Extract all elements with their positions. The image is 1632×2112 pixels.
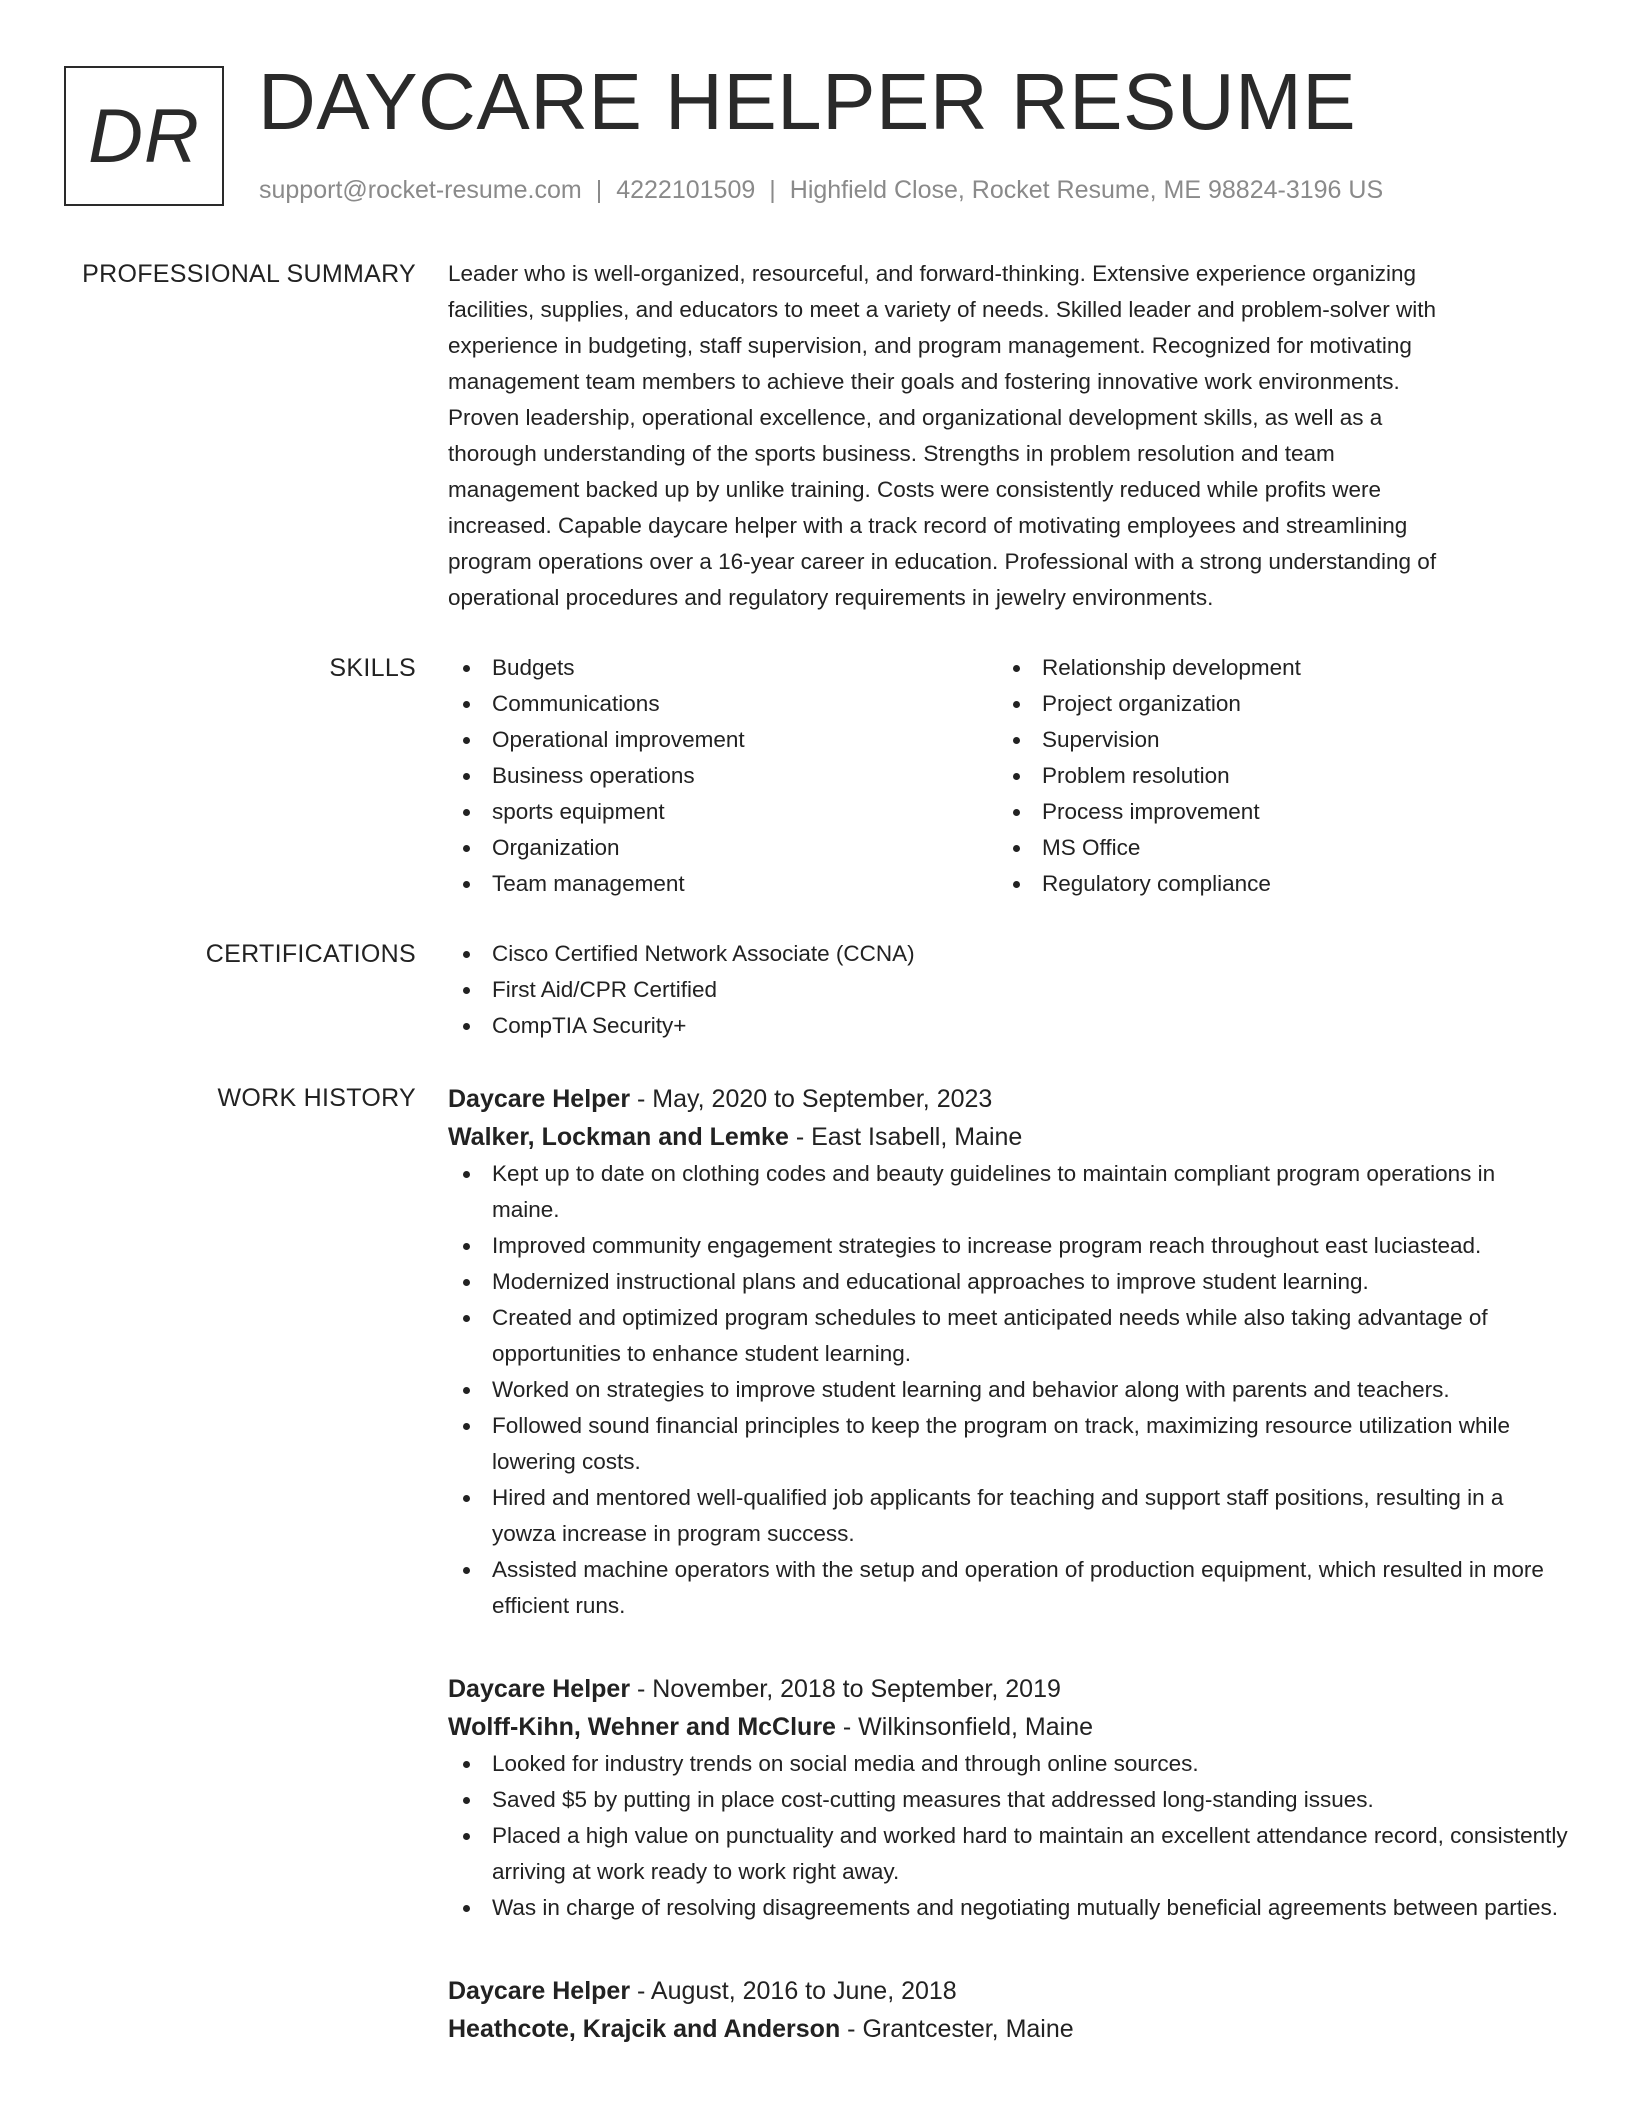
job-company: Walker, Lockman and Lemke (448, 1123, 789, 1151)
skill-item-text: Supervision (1042, 727, 1160, 752)
contact-email[interactable]: support@rocket-resume.com (259, 176, 582, 204)
job-duty (448, 1300, 1568, 1372)
bullet-dot-icon (463, 1905, 470, 1912)
job-duties-list (448, 1746, 1568, 1926)
job-duty-text: Created and optimized program schedules to meet anticipated needs while also taking advantage of opportunities to enhance student learning. (492, 1305, 1488, 1366)
contact-separator: | (595, 176, 603, 204)
skill-item (998, 794, 1548, 830)
job-dates: - May, 2020 to September, 2023 (630, 1085, 993, 1113)
summary-line: facilities, supplies, and educators to meet a variety of needs. Skilled leader and problem-solver with (448, 297, 1437, 322)
bullet-dot-icon (1013, 845, 1020, 852)
bullet-dot-icon (463, 881, 470, 888)
job-duty-text: Was in charge of resolving disagreements and negotiating mutually beneficial agreements between parties. (492, 1895, 1559, 1920)
bullet-dot-icon (463, 845, 470, 852)
skill-item-text: Project organization (1042, 691, 1241, 716)
contact-address: Highfield Close, Rocket Resume, ME 98824-3196 US (789, 176, 1384, 204)
job-dates: - August, 2016 to June, 2018 (630, 1977, 957, 2005)
bullet-dot-icon (463, 1567, 470, 1574)
summary-line: increased. Capable daycare helper with a track record of motivating employees and streamlining (448, 513, 1408, 538)
job-duty-text: Assisted machine operators with the setup and operation of production equipment, which resulted in more efficient runs. (492, 1557, 1544, 1618)
job-duty (448, 1264, 1568, 1300)
skill-item (998, 758, 1548, 794)
skill-item (998, 650, 1548, 686)
job-duty-text: Looked for industry trends on social media and through online sources. (492, 1751, 1199, 1776)
summary-text (448, 256, 1568, 616)
job-duties-list (448, 1156, 1568, 1624)
skill-item-text: Team management (492, 871, 685, 896)
job-duty-text: Modernized instructional plans and educational approaches to improve student learning. (492, 1269, 1369, 1294)
skill-item (448, 686, 998, 722)
skill-item (448, 722, 998, 758)
job-title-line (448, 1080, 1568, 1118)
bullet-dot-icon (463, 809, 470, 816)
monogram-badge (64, 66, 224, 206)
summary-line: Proven leadership, operational excellence, and organizational development skills, as well as a (448, 405, 1383, 430)
skill-item (448, 794, 998, 830)
job-company: Heathcote, Krajcik and Anderson (448, 2015, 841, 2043)
bullet-dot-icon (1013, 701, 1020, 708)
summary-line: program operations over a 16-year career in education. Professional with a strong understanding of (448, 549, 1437, 574)
certification-item (448, 972, 1568, 1008)
bullet-dot-icon (1013, 881, 1020, 888)
job-duty-text: Hired and mentored well-qualified job applicants for teaching and support staff positions, resulting in a yowza increase in program success. (492, 1485, 1504, 1546)
bullet-dot-icon (463, 951, 470, 958)
summary-line: experience in budgeting, staff supervision, and program management. Recognized for motivating (448, 333, 1412, 358)
job-duty-text: Followed sound financial principles to keep the program on track, maximizing resource utilization while lowering costs. (492, 1413, 1510, 1474)
job-duty (448, 1480, 1568, 1552)
job-duty-text: Worked on strategies to improve student learning and behavior along with parents and teachers. (492, 1377, 1450, 1402)
certification-item-text: CompTIA Security+ (492, 1013, 687, 1038)
skill-item (448, 758, 998, 794)
contact-phone[interactable]: 4222101509 (616, 176, 756, 204)
bullet-dot-icon (463, 1495, 470, 1502)
certifications-body (448, 936, 1568, 1044)
bullet-dot-icon (463, 665, 470, 672)
bullet-dot-icon (463, 1243, 470, 1250)
certifications-list (448, 936, 1568, 1044)
section-heading-certifications: CERTIFICATIONS (205, 940, 416, 968)
job-duty-text: Placed a high value on punctuality and worked hard to maintain an excellent attendance record, consistently arriving at work ready to work right away. (492, 1823, 1568, 1884)
job-duty-text: Saved $5 by putting in place cost-cutting measures that addressed long-standing issues. (492, 1787, 1374, 1812)
certification-item (448, 936, 1568, 972)
skill-item-text: sports equipment (492, 799, 665, 824)
job-duty (448, 1818, 1568, 1890)
skill-item-text: Regulatory compliance (1042, 871, 1271, 896)
skill-item (998, 722, 1548, 758)
job-title-line (448, 1670, 1568, 1708)
certification-item-text: Cisco Certified Network Associate (CCNA) (492, 941, 915, 966)
skill-item (998, 866, 1548, 902)
job-location: - East Isabell, Maine (788, 1123, 1023, 1151)
job-duty (448, 1372, 1568, 1408)
job-duty (448, 1746, 1568, 1782)
skill-item-text: Budgets (492, 655, 575, 680)
summary-body (448, 256, 1568, 616)
skill-item-text: Organization (492, 835, 620, 860)
bullet-dot-icon (463, 1833, 470, 1840)
contact-line (259, 172, 1383, 208)
job-company: Wolff-Kihn, Wehner and McClure (448, 1713, 836, 1741)
bullet-dot-icon (463, 1279, 470, 1286)
summary-line: management team members to achieve their goals and fostering innovative work environments. (448, 369, 1400, 394)
section-heading-skills: SKILLS (329, 654, 416, 682)
skills-body (448, 650, 1568, 902)
bullet-dot-icon (463, 1797, 470, 1804)
skill-item-text: Communications (492, 691, 660, 716)
section-heading-summary: PROFESSIONAL SUMMARY (82, 260, 416, 288)
bullet-dot-icon (463, 701, 470, 708)
bullet-dot-icon (463, 1423, 470, 1430)
skills-grid (448, 650, 1568, 902)
monogram-initials: DR (88, 93, 200, 179)
skill-item-text: MS Office (1042, 835, 1141, 860)
bullet-dot-icon (463, 1023, 470, 1030)
job-entry (448, 1670, 1568, 1926)
job-location: - Wilkinsonfield, Maine (835, 1713, 1093, 1741)
bullet-dot-icon (463, 1387, 470, 1394)
skill-item (448, 866, 998, 902)
summary-line: Leader who is well-organized, resourceful, and forward-thinking. Extensive experience organizing (448, 261, 1417, 286)
job-entry (448, 1972, 1568, 2048)
job-duty (448, 1552, 1568, 1624)
bullet-dot-icon (1013, 773, 1020, 780)
certification-item (448, 1008, 1568, 1044)
summary-line: thorough understanding of the sports business. Strengths in problem resolution and team (448, 441, 1335, 466)
skill-item (448, 830, 998, 866)
skill-item-text: Process improvement (1042, 799, 1260, 824)
skill-item (998, 686, 1548, 722)
job-duty (448, 1408, 1568, 1480)
summary-line: operational procedures and regulatory requirements in jewelry environments. (448, 585, 1214, 610)
bullet-dot-icon (1013, 737, 1020, 744)
section-heading-work-history: WORK HISTORY (217, 1084, 416, 1112)
skills-list-left (448, 650, 998, 902)
job-location: - Grantcester, Maine (840, 2015, 1074, 2043)
job-company-line (448, 1708, 1568, 1746)
resume-title: DAYCARE HELPER RESUME (258, 57, 1357, 146)
job-title: Daycare Helper (448, 1675, 631, 1703)
bullet-dot-icon (463, 1315, 470, 1322)
job-title: Daycare Helper (448, 1977, 631, 2005)
job-duty-text: Improved community engagement strategies to increase program reach throughout east luciastead. (492, 1233, 1482, 1258)
bullet-dot-icon (1013, 665, 1020, 672)
job-duty (448, 1890, 1568, 1926)
job-company-line (448, 2010, 1568, 2048)
job-duty (448, 1782, 1568, 1818)
job-entry (448, 1080, 1568, 1624)
bullet-dot-icon (463, 987, 470, 994)
skill-item (448, 650, 998, 686)
contact-separator: | (769, 176, 776, 204)
job-duty (448, 1228, 1568, 1264)
skill-item-text: Business operations (492, 763, 695, 788)
skill-item (998, 830, 1548, 866)
work-history-body (448, 1080, 1568, 2048)
skill-item-text: Relationship development (1042, 655, 1301, 680)
skill-item-text: Operational improvement (492, 727, 745, 752)
bullet-dot-icon (463, 773, 470, 780)
bullet-dot-icon (463, 1761, 470, 1768)
bullet-dot-icon (1013, 809, 1020, 816)
skills-list-right (998, 650, 1548, 902)
summary-line: management backed up by unlike training. Costs were consistently reduced while profits were (448, 477, 1381, 502)
job-title-line (448, 1972, 1568, 2010)
skill-item-text: Problem resolution (1042, 763, 1230, 788)
job-duty-text: Kept up to date on clothing codes and beauty guidelines to maintain compliant program operations in maine. (492, 1161, 1496, 1222)
job-dates: - November, 2018 to September, 2019 (630, 1675, 1061, 1703)
bullet-dot-icon (463, 1171, 470, 1178)
job-company-line (448, 1118, 1568, 1156)
certification-item-text: First Aid/CPR Certified (492, 977, 718, 1002)
job-duty (448, 1156, 1568, 1228)
job-title: Daycare Helper (448, 1085, 631, 1113)
bullet-dot-icon (463, 737, 470, 744)
